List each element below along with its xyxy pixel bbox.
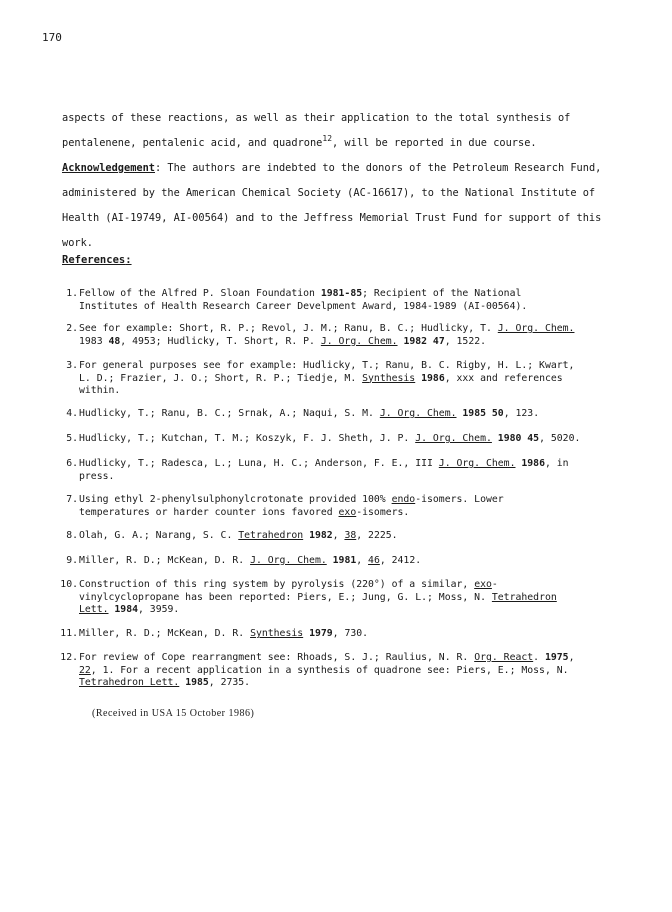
- year-bold: 1986: [521, 458, 545, 469]
- year-bold: 1986: [421, 372, 445, 384]
- body-text: [62, 106, 622, 256]
- text-span: , 1522.: [444, 335, 487, 347]
- text-span: See for example: Short, R. P.; Revol, J. M.; Ranu, B. C.; Hudlicky, T.: [79, 323, 498, 334]
- reference-line: [79, 677, 250, 690]
- acknowledgement-line: Health (AI-19749, AI-00564) and to the Jeffress Memorial Trust Fund for support of this: [62, 212, 602, 224]
- reference-line: [79, 507, 409, 520]
- journal-name: Tetrahedron: [238, 530, 304, 541]
- reference-number: 1.: [66, 288, 78, 299]
- reference-number: 11.: [60, 628, 78, 639]
- reference-line: [79, 458, 569, 471]
- references-heading-text: References: [62, 254, 126, 266]
- text-span: , will be reported in due course.: [332, 137, 537, 149]
- reference-line: [79, 652, 574, 665]
- reference-number: 3.: [66, 360, 78, 371]
- text-span: ,: [332, 530, 345, 541]
- journal-name: Tetrahedron: [491, 591, 557, 603]
- journal-name: J. Org. Chem.: [379, 408, 457, 419]
- text-span: Using ethyl 2-phenylsulphonylcrotonate provided 100%: [79, 494, 392, 505]
- text-span: .: [533, 652, 545, 663]
- reference-number: 10.: [60, 579, 78, 590]
- text-span: ,: [356, 555, 369, 566]
- reference-line: [79, 604, 179, 617]
- text-span: Miller, R. D.; McKean, D. R.: [79, 555, 251, 566]
- volume-bold: 48: [108, 335, 121, 347]
- text-span: , in: [544, 458, 569, 469]
- text-span: , 1. For a recent application in a synthesis of quadrone see: Piers, E.; Moss, N.: [90, 664, 569, 676]
- reference-line: [79, 323, 574, 336]
- text-span: -isomers. Lower: [415, 494, 504, 505]
- text-span: , 2735.: [208, 677, 251, 688]
- reference-number: 4.: [66, 408, 78, 419]
- journal-name: Synthesis: [250, 628, 304, 639]
- text-span: For review of Cope rearrangment see: Rhoads, S. J.; Raulius, N. R.: [79, 652, 475, 663]
- received-date: (Received in USA 15 October 1986): [92, 708, 255, 719]
- reference-number: 2.: [66, 323, 78, 334]
- journal-name: Org. React: [474, 652, 534, 663]
- text-span: , 123.: [503, 408, 540, 419]
- reference-line: [79, 530, 398, 543]
- year-bold: 1975: [544, 652, 569, 663]
- reference-number: 5.: [66, 433, 78, 444]
- acknowledgement-label: Acknowledgement: [62, 162, 155, 174]
- journal-name: Synthesis: [362, 372, 416, 384]
- reference-line: [79, 336, 486, 349]
- text-span: Fellow of the Alfred P. Sloan Foundation: [79, 288, 321, 299]
- acknowledgement-line: work.: [62, 237, 93, 249]
- text-span: Hudlicky, T.; Radesca, L.; Luna, H. C.; Anderson, F. E., III: [79, 458, 439, 469]
- volume-underlined: 22: [79, 664, 91, 676]
- text-span: , 5020.: [539, 433, 581, 444]
- reference-line: press.: [79, 470, 115, 482]
- journal-name: Lett.: [79, 604, 109, 615]
- reference-line: [79, 555, 421, 568]
- text-span: , 3959.: [138, 604, 180, 615]
- reference-number: 12.: [60, 652, 78, 663]
- journal-name: J. Org. Chem.: [320, 335, 398, 347]
- text-span: , 2225.: [356, 530, 398, 541]
- year-bold: 1985 50: [462, 408, 504, 419]
- reference-line: [79, 494, 504, 507]
- reference-number: 6.: [66, 458, 78, 469]
- text-span: Construction of this ring system by pyrolysis (220°) of a similar,: [79, 579, 475, 590]
- text-span: Olah, G. A.; Narang, S. C.: [79, 530, 239, 541]
- text-span: , 4953; Hudlicky, T. Short, R. P.: [120, 335, 321, 347]
- reference-line: Institutes of Health Research Career Develpment Award, 1984-1989 (AI-00564).: [79, 300, 528, 312]
- year-bold: 1980 45: [497, 433, 540, 444]
- volume-underlined: 46: [368, 555, 380, 566]
- year-bold: 1984: [114, 604, 138, 615]
- text-span: ; Recipient of the National: [362, 288, 522, 299]
- reference-line: [79, 408, 539, 421]
- reference-number: 7.: [66, 494, 78, 505]
- text-span: vinylcyclopropane has been reported: Piers, E.; Jung, G. L.; Moss, N.: [79, 591, 492, 603]
- journal-name: Tetrahedron Lett.: [79, 677, 180, 688]
- reference-line: [79, 665, 569, 678]
- year-bold: 1981: [332, 555, 357, 566]
- paragraph-line: [62, 131, 622, 156]
- reference-number: 9.: [66, 555, 78, 566]
- reference-superscript: 12: [322, 134, 333, 143]
- stereo-term: exo: [474, 579, 492, 590]
- year-bold: 1982: [309, 530, 333, 541]
- text-span: Hudlicky, T.; Ranu, B. C.; Srnak, A.; Naqui, S. M.: [79, 408, 380, 419]
- reference-line: For general purposes see for example: Hudlicky, T.; Ranu, B. C. Rigby, H. L.; Kwart,: [79, 360, 575, 371]
- text-span: Hudlicky, T.; Kutchan, T. M.; Koszyk, F. J. Sheth, J. P.: [79, 433, 416, 444]
- text-span: 1983: [79, 335, 109, 347]
- text-span: Miller, R. D.; McKean, D. R.: [79, 628, 251, 639]
- text-span: , 730.: [332, 628, 369, 639]
- stereo-term: exo: [338, 506, 357, 518]
- reference-line: [79, 288, 521, 301]
- text-span: L. D.; Frazier, J. O.; Short, R. P.; Tiedje, M.: [79, 372, 363, 384]
- text-span: , xxx and references: [444, 372, 563, 384]
- journal-name: J. Org. Chem.: [250, 555, 327, 566]
- references-heading: [62, 254, 132, 266]
- page-number: 170: [42, 31, 62, 44]
- text-span: , 2412.: [379, 555, 422, 566]
- year-bold: 1982 47: [403, 335, 445, 347]
- text-span: ,: [568, 652, 575, 663]
- text-span: temperatures or harder counter ions favored: [79, 506, 339, 518]
- year-bold: 1985: [185, 677, 209, 688]
- reference-line: [79, 579, 498, 592]
- reference-line: [79, 592, 557, 605]
- references-heading-colon: :: [125, 254, 132, 266]
- paragraph-line: aspects of these reactions, as well as their application to the total synthesis of: [62, 112, 571, 124]
- journal-name: J. Org. Chem.: [438, 458, 516, 469]
- reference-line: within.: [79, 385, 121, 396]
- reference-number: 8.: [66, 530, 78, 541]
- text-span: -isomers.: [356, 506, 410, 518]
- acknowledgement-line: [62, 156, 622, 181]
- reference-line: [79, 628, 368, 641]
- text-span: : The authors are indebted to the donors of the Petroleum Research Fund,: [155, 162, 602, 174]
- year-bold: 1981-85: [320, 288, 363, 299]
- stereo-term: endo: [391, 494, 416, 505]
- journal-name: J. Org. Chem.: [415, 433, 492, 444]
- text-span: -: [491, 579, 498, 590]
- journal-name: J. Org. Chem.: [497, 323, 575, 334]
- text-span: pentalenene, pentalenic acid, and quadrone: [62, 137, 323, 149]
- year-bold: 1979: [309, 628, 333, 639]
- acknowledgement-line: administered by the American Chemical Society (AC-16617), to the National Institute of: [62, 187, 596, 199]
- reference-line: [79, 373, 563, 386]
- volume-underlined: 38: [344, 530, 357, 541]
- reference-line: [79, 433, 580, 446]
